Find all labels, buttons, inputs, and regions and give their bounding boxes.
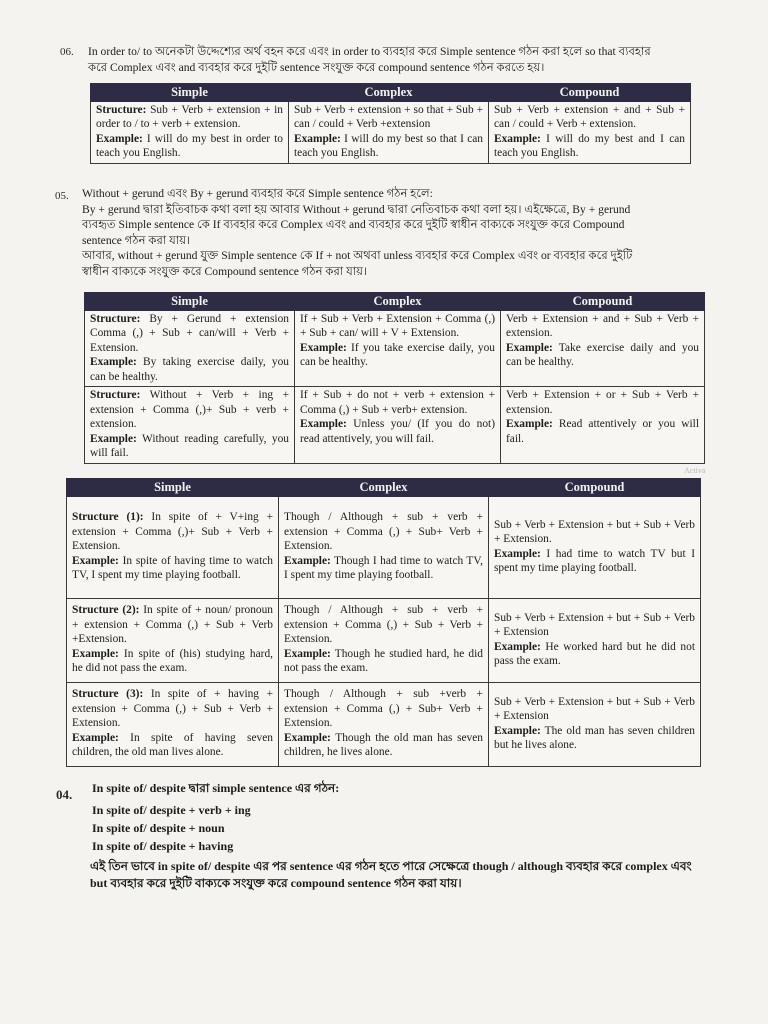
example-label: Example: [72, 554, 119, 567]
form-item: In spite of/ despite + verb + ing [92, 803, 251, 817]
header-complex: Complex [279, 479, 489, 497]
form-item: In spite of/ despite + having [92, 839, 234, 853]
example-label: Example: [284, 554, 331, 567]
structure-text: Though / Although + sub + verb + extension + Comma (,) + Sub + Verb + Extension. [284, 604, 483, 646]
cell-complex [279, 682, 489, 766]
section-05-line-1: Without + gerund এবং By + gerund ব্যবহার করে Simple sentence গঠন হলে: [82, 187, 433, 200]
example-label: Example: [494, 724, 541, 737]
structure-text: Sub + Verb + extension + so that + Sub + can / could + Verb +extension [294, 103, 483, 130]
example-text: If you take exercise daily, you can be healthy. [300, 341, 495, 368]
cell-complex [295, 310, 501, 387]
structure-label: Structure (2): [72, 604, 140, 617]
structure-text: Without + Verb + ing + extension + Comma (,)+ Sub + verb + extension. [90, 389, 289, 430]
cell-compound [489, 101, 691, 163]
example-text: Take exercise daily and you can be healthy. [506, 341, 699, 368]
example-text: He worked hard but he did not pass the exam. [494, 640, 695, 667]
example-label: Example: [284, 731, 331, 744]
structure-text: Verb + Extension + or + Sub + Verb + extension. [506, 389, 699, 416]
header-simple: Simple [85, 293, 295, 311]
section-04-closing-line-2: but ব্যবহার করে দুইটি বাক্যকে সংযুক্ত করে compound sentence গঠন করা যায়। [90, 876, 462, 890]
structure-text: Sub + Verb + Extension + but + Sub + Verb + Extension [494, 611, 695, 638]
example-text: Unless you/ (If you do not) read attentively, you will fail. [300, 418, 495, 445]
example-label: Example: [300, 418, 347, 430]
header-compound: Compound [489, 84, 691, 102]
structure-text: Sub + Verb + Extension + but + Sub + Verb + Extension [494, 695, 695, 722]
section-04-number: 04. [56, 787, 73, 802]
example-text: In spite of (his) studying hard, he did not pass the exam. [72, 647, 273, 675]
example-label: Example: [300, 341, 347, 354]
structure-label: Structure (1): [72, 511, 144, 524]
example-text: Read attentively or you will fail. [506, 418, 699, 445]
section-06-intro-line-2: করে Complex এবং and ব্যবহার করে দুইটি sentence সংযুক্ত করে compound sentence গঠন করতে হয়। [88, 60, 545, 74]
table-row [67, 682, 701, 766]
section-05-line-4: sentence গঠন করা যায়। [82, 233, 191, 247]
section-06-number: 06. [60, 46, 74, 58]
cell-complex [279, 496, 489, 598]
structure-label: Structure: [96, 103, 147, 116]
table-row [91, 101, 691, 163]
structure-text: In spite of + having + extension + Comma (,) + Sub + Verb + Extension. [72, 688, 273, 730]
cell-complex [279, 598, 489, 682]
example-label: Example: [72, 731, 119, 744]
form-item: In spite of/ despite + noun [92, 821, 225, 835]
header-compound: Compound [489, 479, 701, 497]
section-05-line-2: By + gerund দ্বারা ইতিবাচক কথা বলা হয় আবার Without + gerund দ্বারা নেতিবাচক কথা বলা হয়। এইক্ষেত্রে, By + gerund [82, 202, 631, 216]
example-text: In spite of having time to watch TV, I spent my time playing football. [72, 554, 273, 582]
structure-text: In spite of + V+ing + extension + Comma (,)+ Sub + Verb + Extension. [72, 511, 273, 553]
example-label: Example: [494, 547, 541, 560]
cell-compound [489, 598, 701, 682]
section-06-intro [88, 44, 718, 75]
cell-simple [67, 682, 279, 766]
example-text: The old man has seven children but he lives alone. [494, 724, 695, 751]
section-05-line-5: আবার, without + gerund যুক্ত Simple sentence কে If + not অথবা unless ব্যবহার করে Complex এবং or ব্যবহার করে দুইটি [82, 249, 633, 262]
section-06-intro-line-1: In order to/ to অনেকটা উদ্দেশ্যের অর্থ বহন করে এবং in order to ব্যবহার করে Simple sentence গঠন করা হলে so that ব্যবহার [88, 45, 651, 58]
example-label: Example: [494, 640, 541, 653]
structure-label: Structure (3): [72, 688, 144, 701]
table-header-row [85, 293, 705, 311]
example-text: I will do my best in order to teach you English. [96, 132, 283, 159]
cell-simple [67, 598, 279, 682]
header-simple: Simple [67, 479, 279, 497]
example-text: I had time to watch TV but I spent my time playing football. [494, 547, 695, 574]
table-gerund [84, 292, 705, 464]
table-row [67, 496, 701, 598]
section-05-line-6: স্বাধীন বাক্যকে সংযুক্ত করে Compound sentence গঠন করা যায়। [82, 264, 368, 278]
example-text: By taking exercise daily, you can be healthy. [90, 356, 289, 383]
structure-text: If + Sub + Verb + Extension + Comma (,) + Sub + can/ will + V + Extension. [300, 312, 495, 339]
example-text: Though the old man has seven children, he lives alone. [284, 731, 483, 759]
example-label: Example: [494, 132, 541, 145]
example-label: Example: [506, 341, 553, 354]
example-label: Example: [90, 432, 137, 445]
example-label: Example: [90, 356, 137, 368]
cell-simple [67, 496, 279, 598]
structure-text: If + Sub + do not + verb + extension + Comma (,) + Sub + verb+ extension. [300, 389, 495, 416]
section-05-line-3: ব্যবহৃত Simple sentence কে If ব্যবহার করে Complex এবং and ব্যবহার করে দুইটি স্বাধীন বাক্যকে সংযুক্ত করে Compound [82, 218, 625, 231]
structure-label: Structure: [90, 312, 141, 325]
table-header-row [91, 84, 691, 102]
example-label: Example: [96, 132, 143, 145]
example-text: I will do my best so that I can teach you English. [294, 132, 483, 159]
table-row [67, 598, 701, 682]
header-complex: Complex [289, 84, 489, 102]
structure-label: Structure: [90, 389, 141, 401]
cell-compound [501, 387, 705, 464]
section-04-closing [90, 858, 720, 892]
header-simple: Simple [91, 84, 289, 102]
cell-compound [489, 682, 701, 766]
section-05-number: 05. [55, 190, 69, 202]
example-text: Though he studied hard, he did not pass the exam. [284, 647, 483, 675]
section-05-intro [82, 186, 722, 279]
structure-text: Verb + Extension + and + Sub + Verb + extension. [506, 312, 699, 339]
example-label: Example: [284, 647, 331, 660]
header-compound: Compound [501, 293, 705, 311]
section-04-heading: In spite of/ despite দ্বারা simple sentence এর গঠন: [92, 781, 340, 795]
example-label: Example: [72, 647, 119, 660]
structure-text: Sub + Verb + extension + in order to / to + verb + extension. [96, 103, 283, 130]
example-text: I will do my best and I can teach you English. [494, 132, 685, 159]
example-text: In spite of having seven children, the old man lives alone. [72, 731, 273, 759]
structure-text: By + Gerund + extension Comma (,) + Sub + can/will + Verb + Extension. [90, 312, 289, 354]
cell-compound [501, 310, 705, 387]
cell-simple [91, 101, 289, 163]
section-04-closing-line-1: এই তিন ভাবে in spite of/ despite এর পর sentence এর গঠন হতে পারে সেক্ষেত্রে though / although ব্যবহার করে complex এবং [90, 859, 692, 873]
structure-text: Though / Although + sub +verb + extension + Comma (,) + Sub+ Verb + Extension. [284, 688, 483, 730]
example-label: Example: [294, 132, 341, 145]
table-header-row [67, 479, 701, 497]
header-complex: Complex [295, 293, 501, 311]
table-in-spite-of [66, 478, 701, 767]
table-row [85, 387, 705, 464]
cell-simple [85, 310, 295, 387]
cell-complex [295, 387, 501, 464]
table-in-order-to [90, 83, 691, 164]
structure-text: Though / Although + sub + verb + extension + Comma (,) + Sub+ Verb + Extension. [284, 511, 483, 553]
cell-compound [489, 496, 701, 598]
structure-text: Sub + Verb + extension + and + Sub + can / could + Verb + extension. [494, 103, 685, 130]
structure-text: In spite of + noun/ pronoun + extension + Comma (,) + Sub + Verb +Extension. [72, 604, 273, 646]
example-text: Though I had time to watch TV, I spent my time playing football. [284, 554, 483, 582]
example-text: Without reading carefully, you will fail. [90, 432, 289, 459]
table-row [85, 310, 705, 387]
cell-complex [289, 101, 489, 163]
cell-simple [85, 387, 295, 464]
structure-text: Sub + Verb + Extension + but + Sub + Verb + Extension. [494, 518, 695, 545]
faint-watermark-text: Activa [684, 466, 706, 475]
section-04-forms [92, 801, 492, 855]
example-label: Example: [506, 418, 553, 430]
